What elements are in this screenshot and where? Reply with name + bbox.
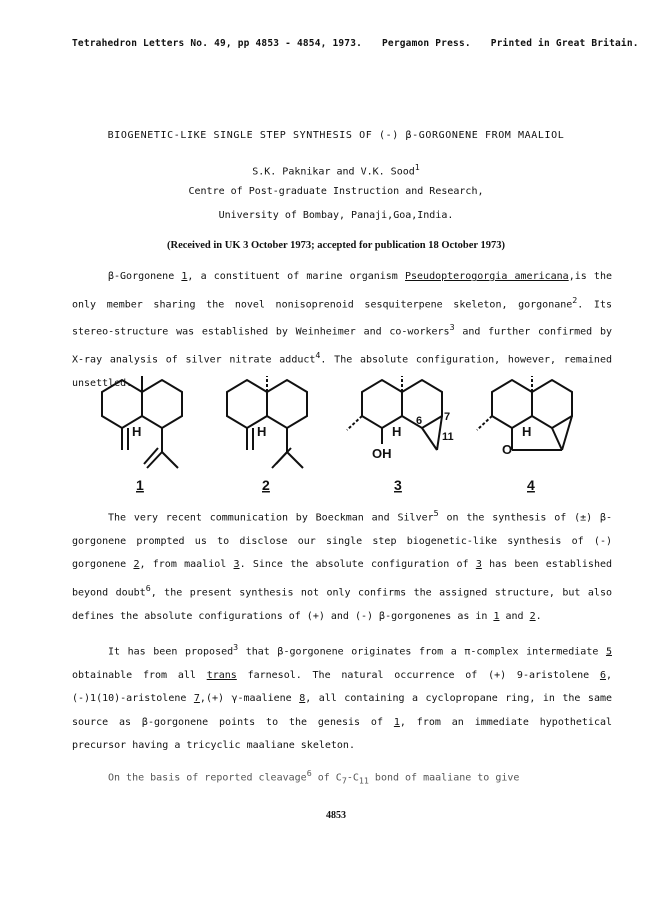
authors: S.K. Paknikar and V.K. Sood$^1$ (252, 162, 420, 178)
affiliation-line-1: Centre of Post-graduate Instruction and Research, (188, 186, 484, 197)
atom-H-3: H (392, 424, 402, 439)
paragraph-synthesis: The very recent communication by Boeckman and Silver$^5$ on the synthesis of (±) β-gorgonene prompted us to disclose our single step biogenetic-like synthesis of (-) gorgonene 2, from maaliol 3. Since the absolute configuration of 3 has been established beyond doubt$^6$, the present synthesis not only confirms the assigned structure, but also defines the absolute configurations of (+) and (-) β-gorgonenes as in 1 and 2. (72, 508, 613, 622)
paragraph-intro: β-Gorgonene 1, a constituent of marine organism Pseudopterogorgia americana,is the only member sharing the novel nonisoprenoid sesquiterpene skeleton, gorgonane$^2$. Its stereo-structure was established by Weinheimer and co-workers$^3$ and further confirmed by X-ray analysis of silver nitrate adduct$^4$. The absolute configuration, however, remained unsettled. (72, 271, 612, 389)
paragraph-proposal: It has been proposed$^3$ that β-gorgonene originates from a π-complex intermediate 5 obtainable from all trans farnesol. The natural occurrence of (+) 9-aristolene 6, (-)1(10)-aristolene 7,(+) γ-maaliene 8, all containing a cyclopropane ring, in the same source as β-gorgonene points to the genesis of 1, from an immediate hypothetical precursor having a tricyclic maaliane skeleton. (72, 642, 613, 752)
structure-2 (227, 376, 307, 468)
author-footnote-marker: 1 (414, 162, 420, 172)
printed-location: Printed in Great Britain. (490, 38, 639, 49)
article-title: BIOGENETIC-LIKE SINGLE STEP SYNTHESIS OF (-) β-GORGONENE FROM MAALIOL (107, 130, 565, 141)
atom-OH: OH (372, 446, 392, 461)
label-2: 2 (262, 477, 270, 493)
atom-O: O (502, 442, 513, 457)
num-6: 6 (416, 415, 423, 427)
page-number: 4853 (326, 810, 346, 821)
affiliation-line-2: University of Bombay, Panaji,Goa,India. (218, 210, 454, 221)
atom-H-2: H (257, 424, 267, 439)
paragraph-cleavage: On the basis of reported cleavage$^6$ of $C_7-C_{11}$ bond of maaliane to give (108, 768, 520, 786)
label-3: 3 (394, 477, 402, 493)
num-7: 7 (444, 411, 451, 423)
label-4: 4 (527, 477, 535, 493)
structure-1 (102, 376, 182, 468)
publisher: Pergamon Press. (381, 38, 471, 49)
organism-name: Pseudopterogorgia americana (405, 271, 569, 282)
journal-citation: Tetrahedron Letters No. 49, pp 4853 - 4854, 1973. (72, 38, 363, 49)
chemical-structures-figure (92, 372, 592, 497)
running-header (72, 38, 653, 49)
received-dates: (Received in UK 3 October 1973; accepted for publication 18 October 1973) (167, 240, 505, 251)
label-1: 1 (136, 477, 144, 493)
atom-H-1: H (132, 424, 142, 439)
atom-H-4: H (522, 424, 532, 439)
num-11: 11 (442, 431, 454, 443)
